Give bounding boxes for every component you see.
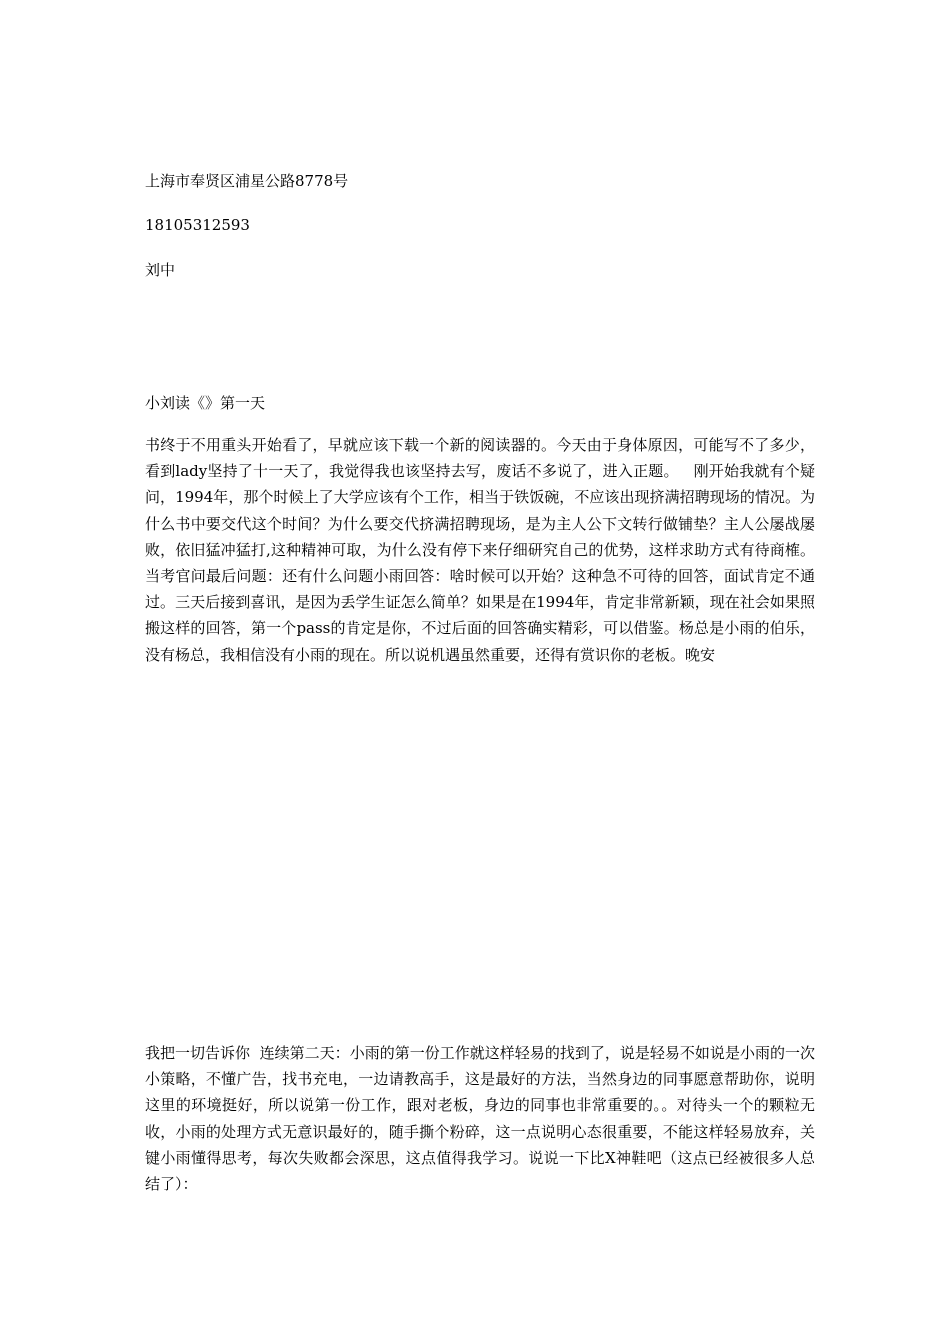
phone-number: 18105312593 [145, 216, 250, 234]
section2-body [145, 1040, 815, 1197]
address-line: 上海市奉贤区浦星公路8778号 [145, 172, 349, 190]
section1-body [145, 432, 815, 668]
author-name: 刘中 [145, 261, 176, 279]
section2-paragraph: 我把一切告诉你 连续第二天：小雨的第一份工作就这样轻易的找到了，说是轻易不如说是小雨的一次小策略，不懂广告，找书充电，一边请教高手，这是最好的方法，当然身边的同事愿意帮助你，说明这里的环境挺好，所以说第一份工作，跟对老板，身边的同事也非常重要的。。对待头一个的颗粒无收，小雨的处理方式无意识最好的，随手撕个粉碎，这一点说明心态很重要，不能这样轻易放弃，关键小雨懂得思考，每次失败都会深思，这点值得我学习。说说一下比X神鞋吧（这点已经被很多人总结了）： [145, 1044, 815, 1194]
section1-paragraph: 书终于不用重头开始看了，早就应该下载一个新的阅读器的。今天由于身体原因，可能写不了多少，看到lady坚持了十一天了，我觉得我也该坚持去写，废话不多说了，进入正题。 刚开始我就有个疑问，1994年，那个时候上了大学应该有个工作，相当于铁饭碗，不应该出现挤满招聘现场的情况。为什么书中要交代这个时间？为什么要交代挤满招聘现场，是为主人公下文转行做铺垫？主人公屡战屡败，依旧猛冲猛打,这种精神可取，为什么没有停下来仔细研究自己的优势，这样求助方式有待商榷。当考官问最后问题：还有什么问题小雨回答：啥时候可以开始？这种急不可待的回答，面试肯定不通过。三天后接到喜讯，是因为丢学生证怎么简单？如果是在1994年，肯定非常新颖，现在社会如果照搬这样的回答，第一个pass的肯定是你，不过后面的回答确实精彩，可以借鉴。杨总是小雨的伯乐，没有杨总，我相信没有小雨的现在。所以说机遇虽然重要，还得有赏识你的老板。晚安 [145, 436, 815, 664]
section-title: 小刘读《》第一天 [145, 394, 266, 412]
